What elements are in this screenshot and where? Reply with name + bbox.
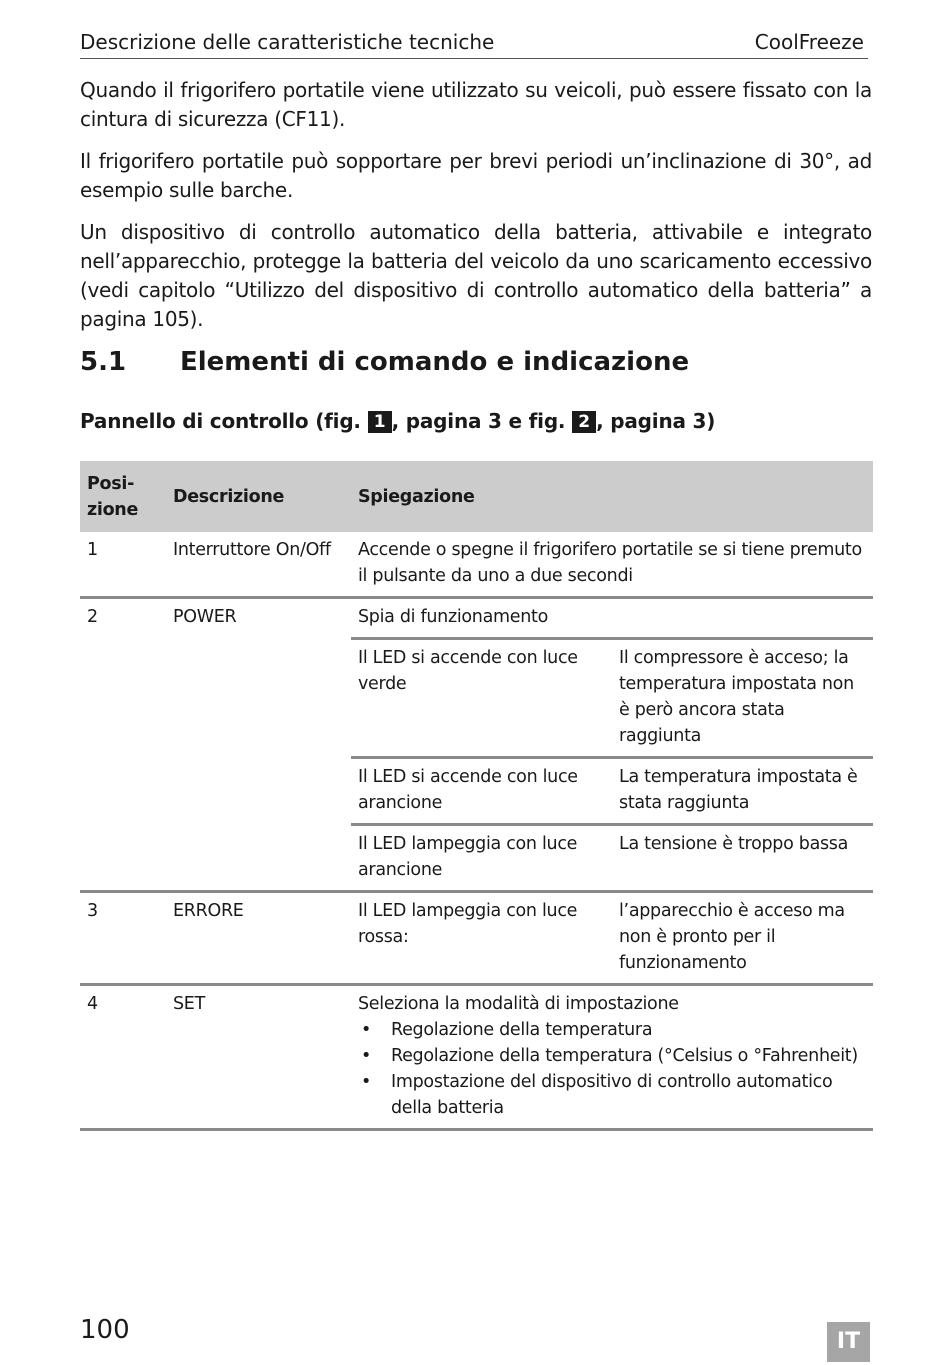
paragraph: Il frigorifero portatile può sopportare per brevi periodi un’inclinazione di 30°, ad esempio sulle barche. xyxy=(80,149,872,202)
figure-2-badge: 2 xyxy=(572,411,596,433)
bullet-list xyxy=(358,1017,866,1121)
cell-explanation: Accende o spegne il frigorifero portatile se si tiene premuto il pulsante da uno a due secondi xyxy=(358,540,862,586)
header-chapter-title: Descrizione delle caratteristiche tecniche xyxy=(80,30,495,54)
section-number: 5.1 xyxy=(80,347,127,377)
caption-text: Pannello di controllo (fig. xyxy=(80,409,361,433)
table-caption xyxy=(80,406,715,436)
list-item: • Impostazione del dispositivo di controllo automatico della batteria xyxy=(358,1069,866,1121)
section-title: Elementi di comando e indicazione xyxy=(180,347,690,377)
cell-position: 3 xyxy=(80,892,166,985)
cell-led-state: Il LED si accende con luce arancione xyxy=(351,758,612,825)
intro-text xyxy=(80,76,872,347)
control-panel-table xyxy=(80,461,873,1131)
list-item: • Regolazione della temperatura xyxy=(358,1017,866,1043)
cell-description: ERRORE xyxy=(166,892,351,985)
language-badge: IT xyxy=(827,1322,870,1362)
cell-description: POWER xyxy=(166,598,351,892)
caption-text: , pagina 3) xyxy=(596,409,716,433)
paragraph: Un dispositivo di controllo automatico della batteria, attivabile e integrato nell’apparecchio, protegge la batteria del veicolo da uno scaricamento eccessivo (vedi capitolo “Utilizzo del dispositivo di controllo automatico della batteria” a pagina 105). xyxy=(80,220,872,331)
header-position: Posi- zione xyxy=(80,461,166,532)
table-row xyxy=(80,892,873,985)
list-item: • Regolazione della temperatura (°Celsius o °Fahrenheit) xyxy=(358,1043,866,1069)
table-row xyxy=(80,532,873,598)
cell-led-state: Il LED si accende con luce verde xyxy=(351,639,612,758)
header-product-name: CoolFreeze xyxy=(754,30,864,54)
figure-1-badge: 1 xyxy=(368,411,392,433)
table-row xyxy=(80,598,873,639)
cell-position: 2 xyxy=(80,598,166,892)
cell-led-meaning: La temperatura impostata è stata raggiunta xyxy=(612,758,873,825)
cell-position: 1 xyxy=(87,540,98,560)
cell-explanation: Spia di funzionamento xyxy=(351,598,873,639)
cell-position: 4 xyxy=(80,985,166,1130)
set-explanation: Seleziona la modalità di impostazione xyxy=(358,994,679,1014)
caption-text: , pagina 3 e fig. xyxy=(391,409,566,433)
page-header xyxy=(80,28,868,59)
cell-description: SET xyxy=(166,985,351,1130)
cell-led-state: Il LED lampeggia con luce arancione xyxy=(351,825,612,892)
header-explanation: Spiegazione xyxy=(351,461,873,532)
page-number: 100 xyxy=(80,1315,130,1345)
section-heading xyxy=(80,344,689,380)
cell-led-meaning: La tensione è troppo bassa xyxy=(612,825,873,892)
table-header-row xyxy=(80,461,873,532)
cell-description: Interruttore On/Off xyxy=(173,540,331,560)
cell-led-meaning: Il compressore è acceso; la temperatura impostata non è però ancora stata raggiunta xyxy=(612,639,873,758)
table-row xyxy=(80,985,873,1130)
header-description: Descrizione xyxy=(166,461,351,532)
cell-explanation xyxy=(351,985,873,1130)
paragraph: Quando il frigorifero portatile viene utilizzato su veicoli, può essere fissato con la cintura di sicurezza (CF11). xyxy=(80,78,872,131)
cell-led-meaning: l’apparecchio è acceso ma non è pronto per il funzionamento xyxy=(612,892,873,985)
cell-led-state: Il LED lampeggia con luce rossa: xyxy=(351,892,612,985)
